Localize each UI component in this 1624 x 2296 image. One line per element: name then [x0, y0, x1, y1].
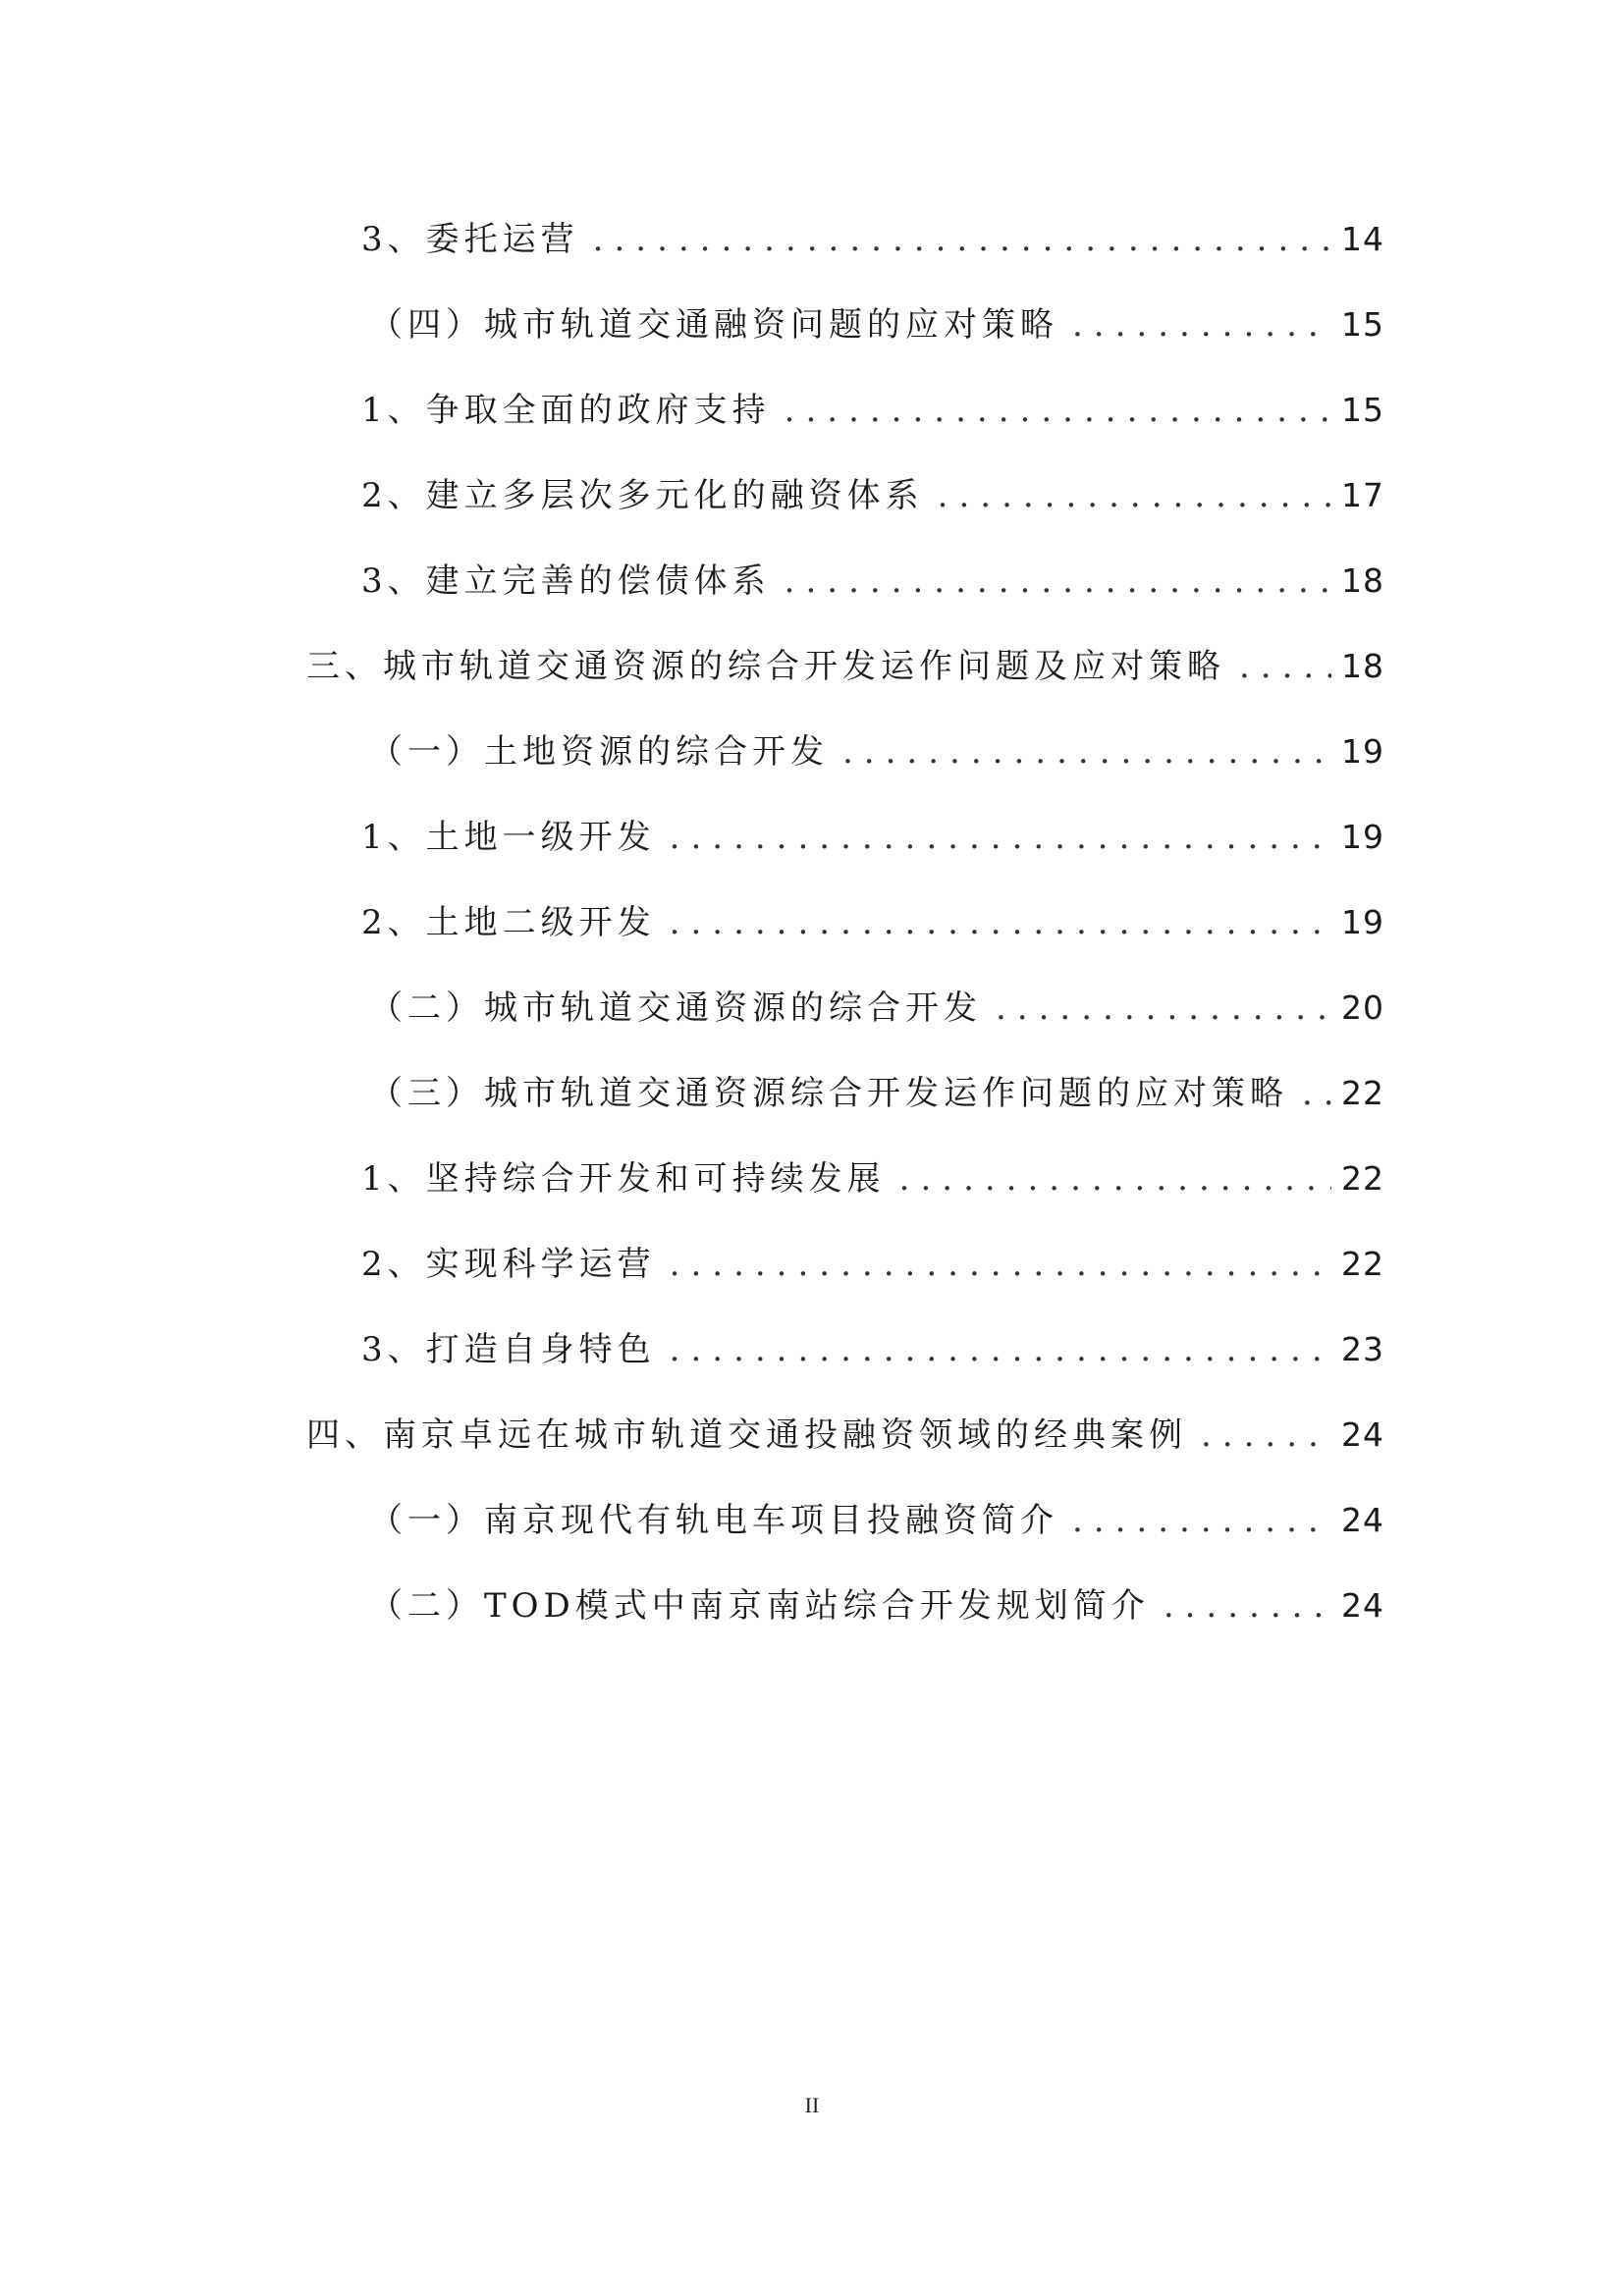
toc-entry[interactable]	[361, 901, 1384, 944]
toc-entry-page-number: 23	[1341, 1330, 1384, 1368]
dot-leader	[1302, 1072, 1331, 1115]
toc-entry-title: 3、建立完善的偿债体系	[361, 561, 771, 601]
toc-entry[interactable]	[361, 1328, 1384, 1371]
toc-entry-title: （二）TOD模式中南京南站综合开发规划简介	[369, 1586, 1150, 1626]
toc-entry[interactable]	[369, 303, 1384, 347]
dot-leader	[1072, 303, 1331, 347]
toc-entry-title: 2、建立多层次多元化的融资体系	[361, 476, 924, 515]
toc-entry[interactable]	[361, 389, 1384, 432]
toc-entry-page-number: 19	[1341, 818, 1384, 856]
toc-entry[interactable]	[369, 1499, 1384, 1542]
toc-entry-page-number: 15	[1341, 305, 1384, 344]
toc-entry[interactable]	[369, 987, 1384, 1030]
toc-entry-page-number: 18	[1341, 647, 1384, 685]
toc-entry-page-number: 18	[1341, 561, 1384, 600]
page-number-footer: II	[804, 2093, 820, 2117]
toc-entry-page-number: 24	[1341, 1586, 1384, 1625]
toc-entry[interactable]	[361, 218, 1384, 261]
toc-entry-title: （三）城市轨道交通资源综合开发运作问题的应对策略	[369, 1074, 1288, 1113]
toc-entry-title: 三、城市轨道交通资源的综合开发运作问题及应对策略	[306, 647, 1225, 686]
toc-entry-title: （一）南京现代有轨电车项目投融资简介	[369, 1501, 1058, 1540]
dot-leader	[899, 1157, 1331, 1201]
dot-leader	[996, 987, 1331, 1030]
toc-entry[interactable]	[369, 1072, 1384, 1115]
toc-entry-page-number: 14	[1341, 220, 1384, 258]
dot-leader	[938, 474, 1331, 517]
dot-leader	[785, 389, 1331, 432]
toc-entry-page-number: 15	[1341, 391, 1384, 429]
dot-leader	[842, 730, 1331, 774]
dot-leader	[670, 816, 1331, 859]
toc-entry-page-number: 17	[1341, 476, 1384, 514]
toc-entry-title: 2、土地二级开发	[361, 903, 656, 942]
dot-leader	[670, 1243, 1331, 1286]
toc-entry-page-number: 22	[1341, 1159, 1384, 1198]
dot-leader	[1072, 1499, 1331, 1542]
toc-entry-title: （四）城市轨道交通融资问题的应对策略	[369, 305, 1058, 345]
toc-entry[interactable]	[361, 474, 1384, 517]
toc-entry[interactable]	[361, 816, 1384, 859]
dot-leader	[785, 560, 1331, 603]
toc-entry-page-number: 22	[1341, 1245, 1384, 1283]
toc-entry-page-number: 19	[1341, 732, 1384, 771]
dot-leader	[670, 1328, 1331, 1371]
dot-leader	[1164, 1584, 1331, 1628]
dot-leader	[1201, 1414, 1331, 1457]
toc-entry-title: 1、土地一级开发	[361, 818, 656, 857]
dot-leader	[593, 218, 1331, 261]
toc-entry[interactable]	[361, 1243, 1384, 1286]
dot-leader	[1239, 645, 1331, 688]
toc-entry-page-number: 20	[1341, 988, 1384, 1027]
toc-entry[interactable]	[306, 1414, 1384, 1457]
toc-entry-page-number: 24	[1341, 1501, 1384, 1539]
dot-leader	[670, 901, 1331, 944]
toc-entry-title: 3、打造自身特色	[361, 1330, 656, 1369]
toc-entry-page-number: 19	[1341, 903, 1384, 941]
toc-entry[interactable]	[306, 645, 1384, 688]
toc-entry[interactable]	[361, 1157, 1384, 1201]
toc-entry-title: 1、坚持综合开发和可持续发展	[361, 1159, 886, 1199]
toc-entry-page-number: 24	[1341, 1415, 1384, 1454]
toc-entry-title: 2、实现科学运营	[361, 1245, 656, 1284]
toc-entry-page-number: 22	[1341, 1074, 1384, 1112]
toc-entry-title: 四、南京卓远在城市轨道交通投融资领域的经典案例	[306, 1415, 1187, 1455]
toc-entry[interactable]	[369, 1584, 1384, 1628]
toc-entry-title: 3、委托运营	[361, 220, 579, 259]
toc-entry[interactable]	[369, 730, 1384, 774]
toc-entry[interactable]	[361, 560, 1384, 603]
toc-entry-title: （一）土地资源的综合开发	[369, 732, 829, 772]
toc-entry-title: 1、争取全面的政府支持	[361, 391, 771, 430]
toc-entry-title: （二）城市轨道交通资源的综合开发	[369, 988, 982, 1028]
